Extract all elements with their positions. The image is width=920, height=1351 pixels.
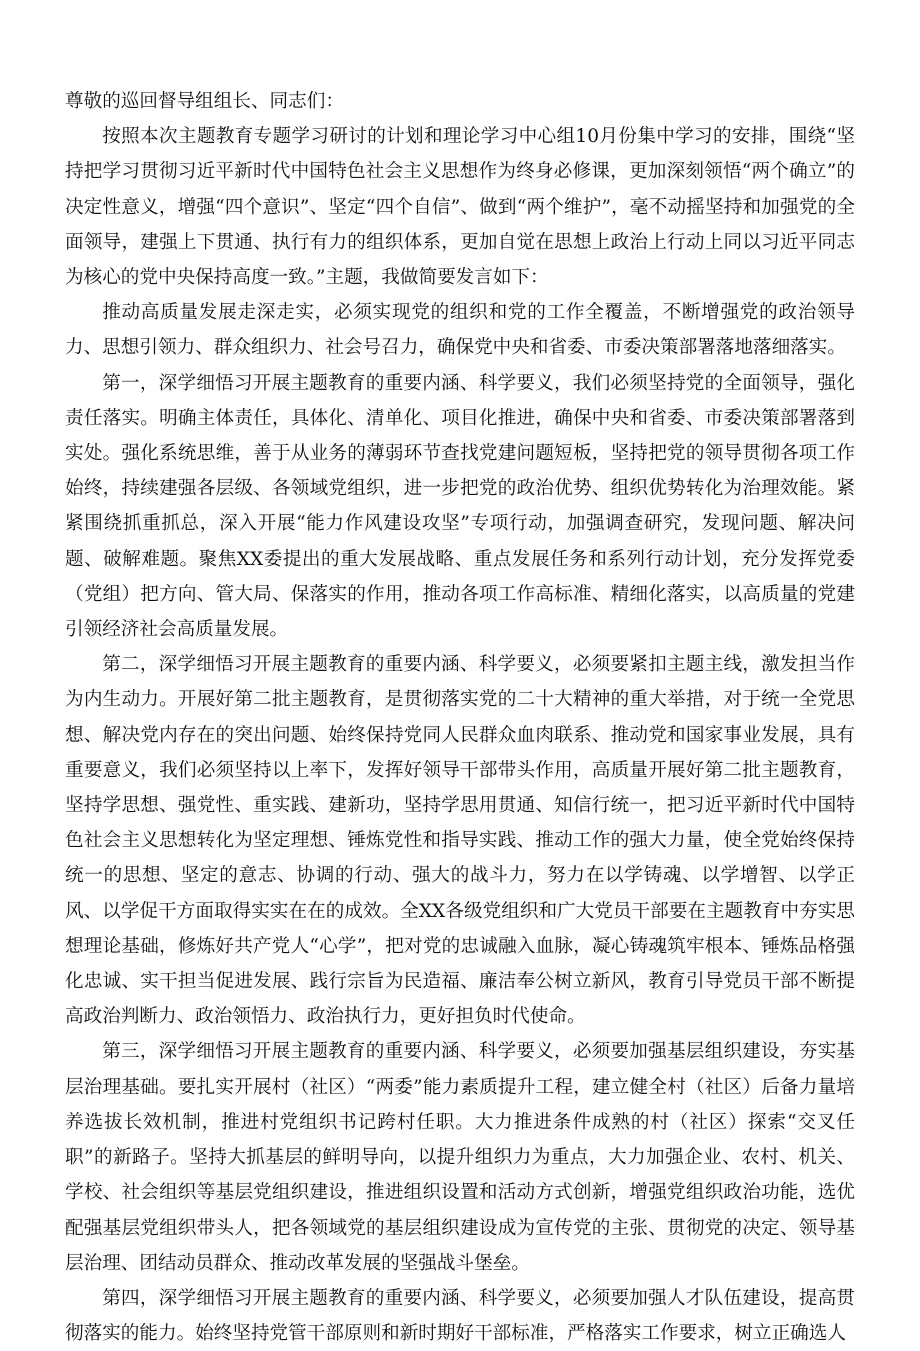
paragraph-intro: 按照本次主题教育专题学习研讨的计划和理论学习中心组10月份集中学习的安排，围绕“坚持把学习贯彻习近平新时代中国特色社会主义思想作为终身必修课，更加深刻领悟“两个确立”的决定性意义，增强“四个意识”、坚定“四个自信”、做到“两个维护”，毫不动摇坚持和加强党的全面领导，建强上下贯通、执行有力的组织体系，更加自觉在思想上政治上行动上同以习近平同志为核心的党中央保持高度一致。”主题，我做简要发言如下： — [65, 126, 855, 289]
paragraph-fourth: 第四，深学细悟习开展主题教育的重要内涵、科学要义，必须要加强人才队伍建设，提高贯彻落实的能力。始终坚持党管干部原则和新时期好干部标准，严格落实工作要求，树立正确选人 — [65, 1287, 855, 1345]
document-body — [65, 84, 855, 1351]
paragraph-third: 第三，深学细悟习开展主题教育的重要内涵、科学要义，必须要加强基层组织建设，夯实基层治理基础。要扎实开展村（社区）“两委”能力素质提升工程，建立健全村（社区）后备力量培养选拔长效机制，推进村党组织书记跨村任职。大力推进条件成熟的村（社区）探索“交叉任职”的新路子。坚持大抓基层的鲜明导向，以提升组织力为重点，大力加强企业、农村、机关、学校、社会组织等基层党组织建设，推进组织设置和活动方式创新，增强党组织政治功能，选优配强基层党组织带头人，把各领域党的基层组织建设成为宣传党的主张、贯彻党的决定、领导基层治理、团结动员群众、推动改革发展的坚强战斗堡垒。 — [65, 1041, 855, 1274]
paragraph-second: 第二，深学细悟习开展主题教育的重要内涵、科学要义，必须要紧扣主题主线，激发担当作为内生动力。开展好第二批主题教育，是贯彻落实党的二十大精神的重大举措，对于统一全党思想、解决党内存在的突出问题、始终保持党同人民群众血肉联系、推动党和国家事业发展，具有重要意义，我们必须坚持以上率下，发挥好领导干部带头作用，高质量开展好第二批主题教育，坚持学思想、强党性、重实践、建新功，坚持学思用贯通、知信行统一，把习近平新时代中国特色社会主义思想转化为坚定理想、锤炼党性和指导实践、推动工作的强大力量，使全党始终保持统一的思想、坚定的意志、协调的行动、强大的战斗力，努力在以学铸魂、以学增智、以学正风、以学促干方面取得实实在在的成效。全XX各级党组织和广大党员干部要在主题教育中夯实思想理论基础，修炼好共产党人“心学”，把对党的忠诚融入血脉，凝心铸魂筑牢根本、锤炼品格强化忠诚、实干担当促进发展、践行宗旨为民造福、廉洁奉公树立新风，教育引导党员干部不断提高政治判断力、政治领悟力、政治执行力，更好担负时代使命。 — [65, 654, 855, 1028]
paragraph-overview: 推动高质量发展走深走实，必须实现党的组织和党的工作全覆盖，不断增强党的政治领导力、思想引领力、群众组织力、社会号召力，确保党中央和省委、市委决策部署落地落细落实。 — [65, 302, 855, 359]
paragraph-first: 第一，深学细悟习开展主题教育的重要内涵、科学要义，我们必须坚持党的全面领导，强化责任落实。明确主体责任，具体化、清单化、项目化推进，确保中央和省委、市委决策部署落到实处。强化系统思维，善于从业务的薄弱环节查找党建问题短板，坚持把党的领导贯彻各项工作始终，持续建强各层级、各领域党组织，进一步把党的政治优势、组织优势转化为治理效能。紧紧围绕抓重抓总，深入开展“能力作风建设攻坚”专项行动，加强调查研究，发现问题、解决问题、破解难题。聚焦XX委提出的重大发展战略、重点发展任务和系列行动计划，充分发挥党委（党组）把方向、管大局、保落实的作用，推动各项工作高标准、精细化落实，以高质量的党建引领经济社会高质量发展。 — [65, 372, 855, 641]
salutation: 尊敬的巡回督导组组长、同志们： — [65, 91, 344, 112]
